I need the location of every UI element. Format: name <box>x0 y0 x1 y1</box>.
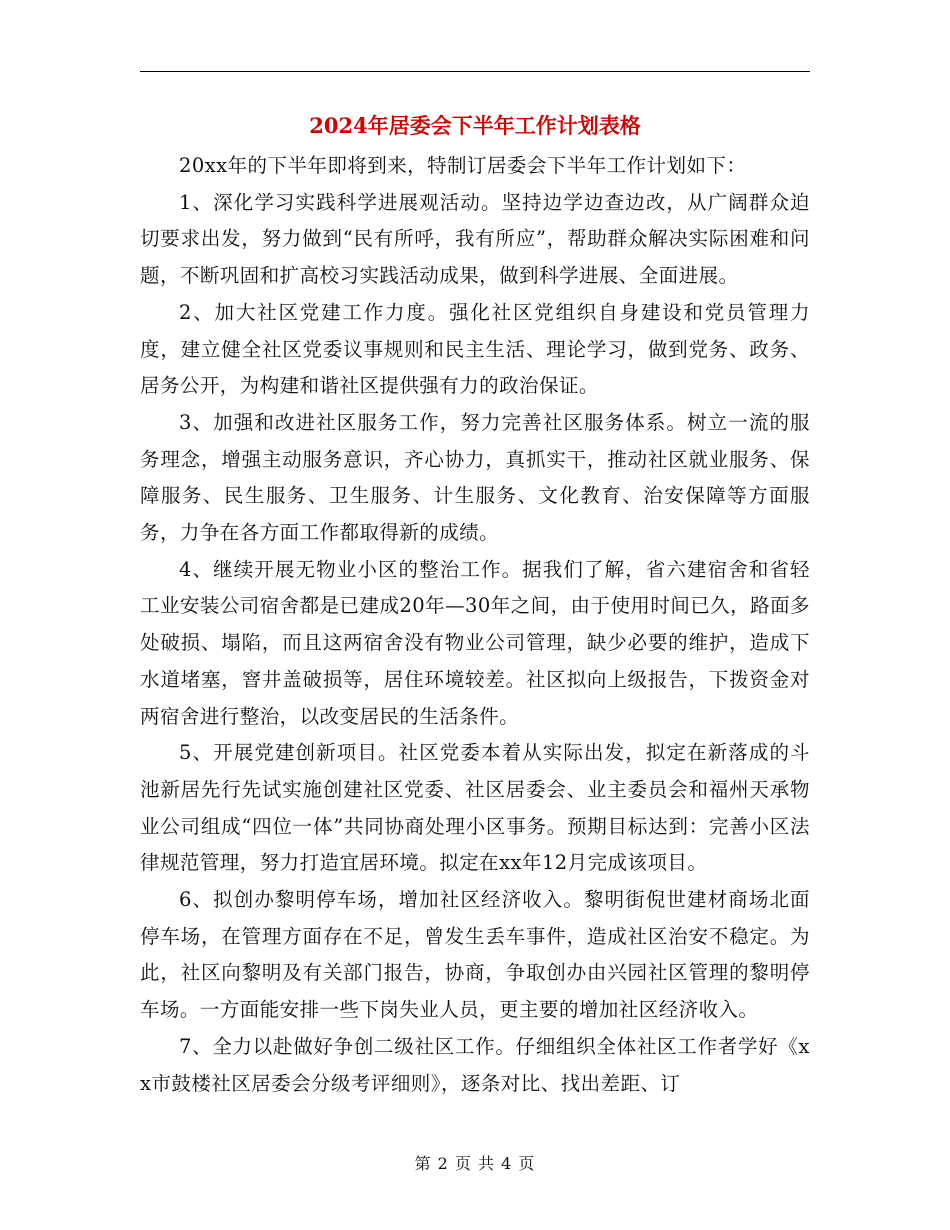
paragraph-item-1: 1、深化学习实践科学进展观活动。坚持边学边查边改，从广阔群众迫切要求出发，努力做到“民有所呼，我有所应”，帮助群众解决实际困难和问题，不断巩固和扩高校习实践活动成果，做到科学进展、全面进展。 <box>140 190 810 288</box>
document-title: 2024年居委会下半年工作计划表格 <box>309 113 641 138</box>
paragraph-item-4: 4、继续开展无物业小区的整治工作。据我们了解，省六建宿舍和省轻工业安装公司宿舍都是已建成20年—30年之间，由于使用时间已久，路面多处破损、塌陷，而且这两宿舍没有物业公司管理，缺少必要的维护，造成下水道堵塞，窨井盖破损等，居住环境较差。社区拟向上级报告，下拨资金对两宿舍进行整治，以改变居民的生活条件。 <box>140 557 810 728</box>
paragraph-item-7: 7、全力以赴做好争创二级社区工作。仔细组织全体社区工作者学好《xx市鼓楼社区居委会分级考评细则》，逐条对比、找出差距、订 <box>140 1034 810 1095</box>
paragraph-item-3: 3、加强和改进社区服务工作，努力完善社区服务体系。树立一流的服务理念，增强主动服务意识，齐心协力，真抓实干，推动社区就业服务、保障服务、民生服务、卫生服务、计生服务、文化教育、治安保障等方面服务，力争在各方面工作都取得新的成绩。 <box>140 410 810 545</box>
page-number-footer: 第 2 页 共 4 页 <box>414 1154 536 1173</box>
document-body <box>140 148 810 1102</box>
header-rule <box>140 71 810 72</box>
paragraph-intro: 20xx年的下半年即将到来，特制订居委会下半年工作计划如下： <box>179 154 747 177</box>
paragraph-item-6: 6、拟创办黎明停车场，增加社区经济收入。黎明街倪世建材商场北面停车场，在管理方面存在不足，曾发生丢车事件，造成社区治安不稳定。为此，社区向黎明及有关部门报告，协商，争取创办由兴园社区管理的黎明停车场。一方面能安排一些下岗失业人员，更主要的增加社区经济收入。 <box>140 888 810 1022</box>
paragraph-item-5: 5、开展党建创新项目。社区党委本着从实际出发，拟定在新落成的斗池新居先行先试实施创建社区党委、社区居委会、业主委员会和福州天承物业公司组成“四位一体”共同协商处理小区事务。预期目标达到：完善小区法律规范管理，努力打造宜居环境。拟定在xx年12月完成该项目。 <box>140 741 810 875</box>
paragraph-item-2: 2、加大社区党建工作力度。强化社区党组织自身建设和党员管理力度，建立健全社区党委议事规则和民主生活、理论学习，做到党务、政务、居务公开，为构建和谐社区提供强有力的政治保证。 <box>140 300 810 398</box>
